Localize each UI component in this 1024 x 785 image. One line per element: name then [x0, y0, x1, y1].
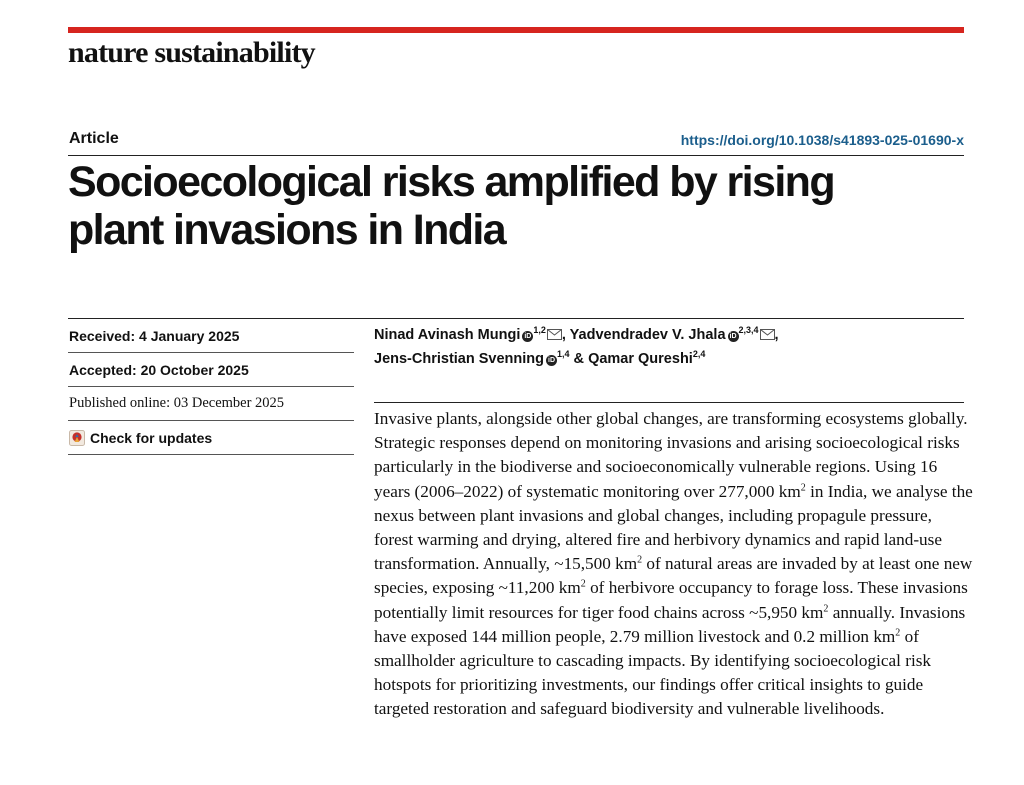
orcid-icon[interactable]: iD [524, 333, 532, 340]
title-line-1: Socioecological risks amplified by rising [68, 158, 834, 206]
article-type: Article [69, 130, 119, 147]
author-name[interactable]: Yadvendradev V. Jhala [569, 327, 726, 343]
article-title [68, 158, 948, 254]
doi-link[interactable]: https://doi.org/10.1038/s41893-025-01690-x [680, 132, 964, 148]
orcid-icon[interactable]: iD [729, 333, 737, 340]
author-affiliation: 1,2 [533, 325, 546, 336]
article-dates [68, 319, 354, 455]
author-list: Ninad Avinash Mungi iD$^{1,2}$ , Yadvendradev V. Jhala iD$^{2,3,4}$ , Jens-Christian Svenning iD$^{1,4}$ & Qamar Qureshi$^{2,4}$ [374, 325, 779, 367]
author-affiliation: 2,3,4 [738, 325, 759, 336]
published-date: Published online: 03 December 2025 [68, 387, 354, 421]
divider [374, 402, 964, 403]
received-date: Received: 4 January 2025 [68, 319, 354, 353]
author-name[interactable]: Qamar Qureshi [588, 351, 693, 367]
abstract: Invasive plants, alongside other global changes, are transforming ecosystems globally. Strategic responses depend on monitoring invasions and arising socioecological risks particularly in the biodiverse and socioeconomically vulnerable regions. Using 16 years (2006–2022) of systematic monitoring over 277,000 $km^2$ in India, we analyse the nexus between plant invasions and global changes, including propagule pressure, forest warming and drying, altered fire and herbivory dynamics and rapid land-use transformation. Annually, ~15,500 $km^2$ of natural areas are invaded by at least one new species, exposing ~11,200 $km^2$ of herbivore occupancy to forage loss. These invasions potentially limit resources for tiger food chains across ~5,950 $km^2$ annually. Invasions have exposed 144 million people, 2.79 million livestock and 0.2 million $km^2$ of smallholder agriculture to cascading impacts. By identifying socioecological risk hotspots for prioritizing investments, our findings offer critical insights to guide targeted restoration and safeguard biodiversity and vulnerable livelihoods. [374, 409, 973, 719]
orcid-icon[interactable]: iD [548, 357, 556, 364]
divider [68, 155, 964, 156]
author-affiliation: 1,4 [557, 349, 570, 360]
journal-logo[interactable]: nature sustainability [68, 36, 315, 69]
author-name[interactable]: Ninad Avinash Mungi [374, 327, 521, 343]
email-icon[interactable] [760, 325, 775, 348]
journal-accent-bar [68, 27, 964, 33]
crossmark-icon [69, 430, 85, 446]
check-for-updates-label: Check for updates [90, 429, 213, 446]
check-for-updates-button[interactable] [68, 421, 354, 455]
accepted-date: Accepted: 20 October 2025 [68, 353, 354, 387]
author-name[interactable]: Jens-Christian Svenning [374, 351, 545, 367]
email-icon[interactable] [547, 325, 562, 348]
title-line-2: plant invasions in India [68, 206, 506, 254]
author-affiliation: 2,4 [692, 349, 706, 360]
